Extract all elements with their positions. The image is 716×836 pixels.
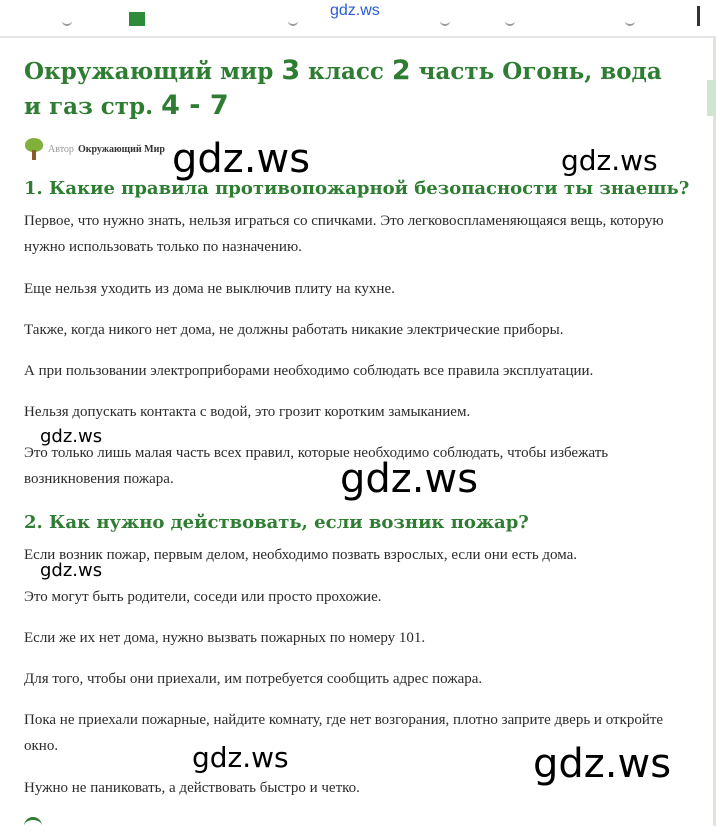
answer-paragraph: Если же их нет дома, нужно вызвать пожарных по номеру 101. xyxy=(24,630,426,646)
top-bar xyxy=(0,0,716,36)
answer-paragraph: Еще нельзя уходить из дома не выключив плиту на кухне. xyxy=(24,281,395,297)
author-line xyxy=(24,138,165,160)
watermark: gdz.ws xyxy=(40,426,103,447)
answer-paragraph: Если возник пожар, первым делом, необходимо позвать взрослых, если они есть дома. xyxy=(24,547,578,563)
sidebar-edge-tab xyxy=(707,80,716,116)
answer-paragraph: Для того, чтобы они приехали, им потребуется сообщить адрес пожара. xyxy=(24,671,483,687)
question-heading-1: 1. Какие правила противопожарной безопасности ты знаешь? xyxy=(24,178,690,199)
answer-paragraph: Это только лишь малая часть всех правил, которые необходимо соблюдать, чтобы избежать возникновения пожара. xyxy=(24,445,609,487)
answer-paragraph: Нужно не паниковать, а действовать быстро и четко. xyxy=(24,780,360,796)
author-prefix: Автор xyxy=(48,143,74,155)
answer-paragraph: Нельзя допускать контакта с водой, это грозит коротким замыканием. xyxy=(24,404,471,420)
cropped-glyph xyxy=(625,10,635,26)
author-name[interactable]: Окружающий Мир xyxy=(77,143,165,155)
header-divider xyxy=(0,36,716,38)
top-watermark: gdz.ws xyxy=(330,2,380,19)
watermark: gdz.ws xyxy=(172,136,311,182)
cropped-glyph xyxy=(440,10,450,26)
watermark: gdz.ws xyxy=(340,456,479,502)
answer-paragraph: Это могут быть родители, соседи или просто прохожие. xyxy=(24,589,382,605)
watermark: gdz.ws xyxy=(192,741,289,774)
answer-paragraph: Первое, что нужно знать, нельзя играться со спичками. Это легковоспламеняющаяся вещь, которую нужно использовать только по назначению. xyxy=(24,213,664,255)
cropped-green-icon xyxy=(129,12,145,26)
watermark: gdz.ws xyxy=(561,144,658,177)
title-part-number: 2 xyxy=(391,55,411,86)
watermark: gdz.ws xyxy=(533,741,672,787)
answer-paragraph: Пока не приехали пожарные, найдите комнату, где нет возгорания, плотно заприте дверь и откройте окно. xyxy=(24,712,664,754)
cropped-divider xyxy=(697,6,700,26)
title-text: Окружающий мир xyxy=(24,58,282,85)
watermark: gdz.ws xyxy=(40,560,103,581)
tree-icon xyxy=(24,138,44,160)
cropped-glyph xyxy=(62,10,72,26)
page-title xyxy=(24,54,684,124)
title-grade: 3 xyxy=(281,55,301,86)
cropped-glyph xyxy=(505,10,515,26)
answer-paragraph: А при пользовании электроприборами необходимо соблюдать все правила эксплуатации. xyxy=(24,363,594,379)
answer-paragraph: Также, когда никого нет дома, не должны работать никакие электрические приборы. xyxy=(24,322,564,338)
title-text: класс xyxy=(300,58,392,85)
title-text: часть Огонь, вода и газ стр. xyxy=(24,58,662,120)
question-heading-2: 2. Как нужно действовать, если возник пожар? xyxy=(24,512,529,533)
cropped-glyph xyxy=(288,10,298,26)
title-pages: 4 - 7 xyxy=(161,90,229,121)
